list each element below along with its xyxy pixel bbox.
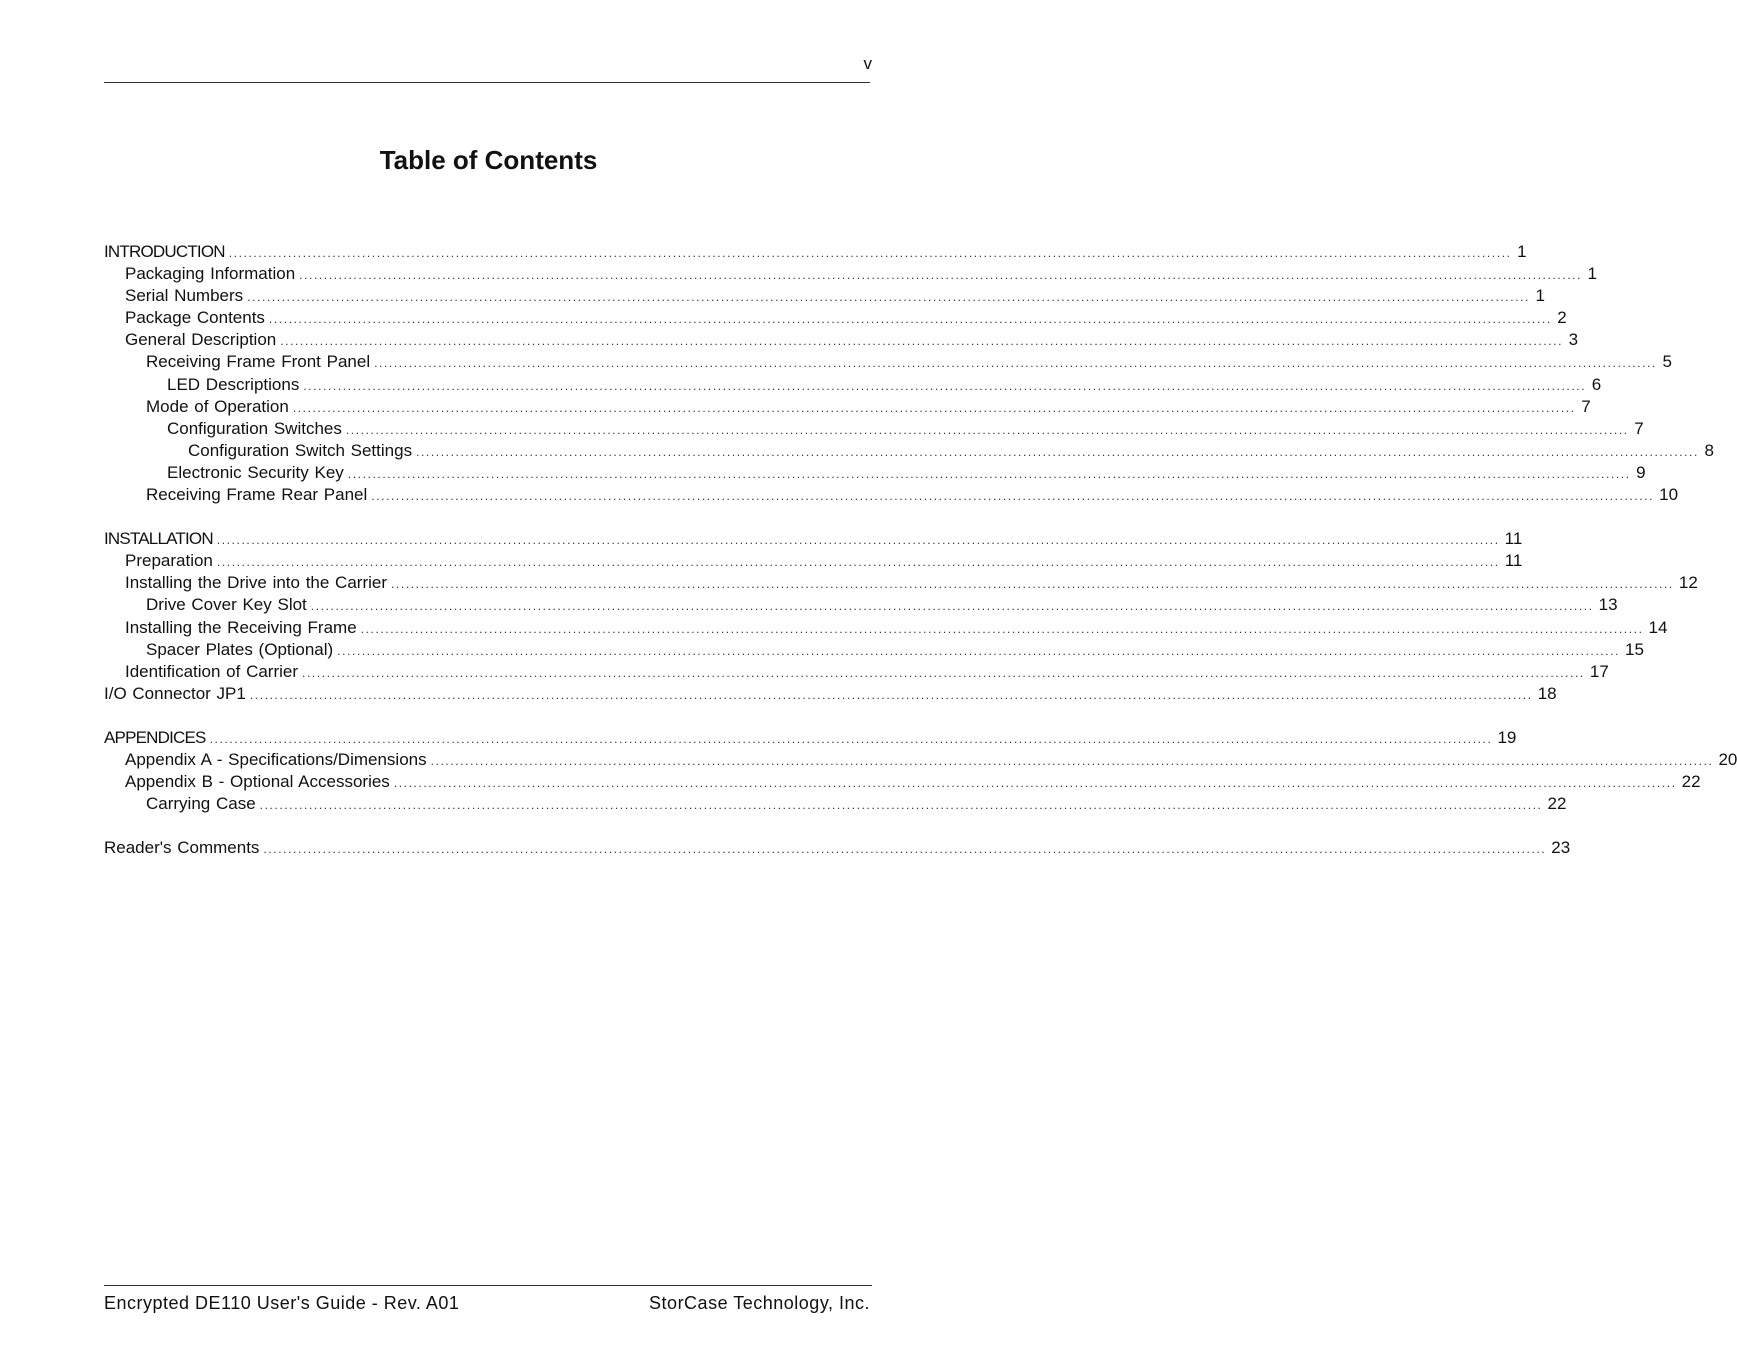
toc-entry[interactable] [104, 440, 1714, 462]
toc-entry-page: 15 [1625, 639, 1644, 659]
toc-entry-label: Preparation [125, 551, 213, 571]
toc-entry-page: 6 [1591, 374, 1602, 394]
toc-entry-label: Installing the Drive into the Carrier [125, 573, 388, 593]
toc-entry-label: INTRODUCTION [104, 242, 225, 261]
toc-dot-leader: .................................................................................................................................................................................................................................................................... [259, 798, 1543, 813]
toc-dot-leader: .................................................................................................................................................................................................................................................................... [393, 776, 1677, 791]
toc-entry-label: Spacer Plates (Optional) [146, 639, 334, 659]
toc-section-installation [104, 528, 1698, 705]
toc-entry-page: 10 [1659, 485, 1679, 505]
toc-entry-label: Installing the Receiving Frame [125, 617, 357, 637]
toc-dot-leader: .................................................................................................................................................................................................................................................................... [303, 378, 1587, 393]
toc-entry[interactable] [104, 749, 1737, 771]
toc-entry[interactable] [104, 462, 1646, 484]
toc-entry-page: 14 [1648, 617, 1668, 637]
toc-entry[interactable] [104, 263, 1597, 285]
toc-section-readers-comments [104, 837, 1571, 859]
toc-entry[interactable] [104, 639, 1644, 661]
toc-entry-page: 12 [1678, 573, 1698, 593]
toc-entry-page: 9 [1636, 462, 1646, 482]
toc-dot-leader: .................................................................................................................................................................................................................................................................... [209, 731, 1493, 746]
toc-entry-label: Receiving Frame Front Panel [146, 352, 371, 372]
toc-entry-page: 1 [1535, 286, 1545, 306]
toc-entry-page: 1 [1587, 264, 1597, 284]
toc-entry[interactable] [104, 550, 1523, 572]
toc-entry-label: Packaging Information [125, 264, 296, 284]
toc-entry[interactable] [104, 727, 1517, 749]
toc-dot-leader: .................................................................................................................................................................................................................................................................... [360, 621, 1644, 636]
toc-entry[interactable] [104, 572, 1698, 594]
toc-entry[interactable] [104, 329, 1579, 351]
toc-dot-leader: .................................................................................................................................................................................................................................................................... [216, 555, 1500, 570]
toc-entry[interactable] [104, 418, 1644, 440]
toc-dot-leader: .................................................................................................................................................................................................................................................................... [263, 842, 1547, 857]
toc-entry-page: 7 [1634, 418, 1644, 438]
toc-dot-leader: .................................................................................................................................................................................................................................................................... [345, 422, 1629, 437]
toc-entry-label: General Description [125, 330, 277, 350]
toc-section-introduction [104, 241, 1714, 506]
toc-entry-label: Reader's Comments [104, 838, 260, 858]
toc-entry-label: Package Contents [125, 308, 265, 328]
toc-dot-leader: .................................................................................................................................................................................................................................................................... [430, 753, 1714, 768]
toc-entry-page: 7 [1581, 396, 1591, 416]
toc-dot-leader: .................................................................................................................................................................................................................................................................... [416, 444, 1699, 459]
toc-entry-page: 3 [1568, 330, 1579, 350]
toc-entry-label: APPENDICES [104, 727, 206, 747]
toc-entry-page: 19 [1497, 727, 1517, 747]
toc-entry-page: 23 [1551, 838, 1571, 858]
toc-entry[interactable] [104, 396, 1591, 418]
toc-dot-leader: .................................................................................................................................................................................................................................................................... [347, 466, 1631, 481]
toc-dot-leader: .................................................................................................................................................................................................................................................................... [371, 489, 1655, 504]
toc-dot-leader: .................................................................................................................................................................................................................................................................... [247, 290, 1530, 305]
toc-dot-leader: .................................................................................................................................................................................................................................................................... [268, 312, 1552, 327]
page-number: v [863, 54, 872, 73]
toc-entry-page: 20 [1718, 749, 1737, 769]
toc-dot-leader: .................................................................................................................................................................................................................................................................... [374, 356, 1657, 371]
toc-entry[interactable] [104, 374, 1602, 396]
toc-entry-label: Electronic Security Key [167, 462, 344, 482]
toc-entry-page: 8 [1704, 440, 1714, 460]
toc-dot-leader: .................................................................................................................................................................................................................................................................... [299, 268, 1582, 283]
toc-entry-label: INSTALLATION [104, 529, 213, 549]
toc-dot-leader: .................................................................................................................................................................................................................................................................... [228, 246, 1512, 260]
toc-entry-page: 22 [1681, 772, 1701, 792]
toc-entry-label: Configuration Switches [167, 418, 342, 438]
footer-company-name: StorCase Technology, Inc. [649, 1293, 870, 1313]
toc-dot-leader: .................................................................................................................................................................................................................................................................... [310, 599, 1594, 614]
toc-entry-label: I/O Connector JP1 [104, 683, 246, 703]
toc-entry-page: 5 [1662, 352, 1672, 372]
toc-dot-leader: .................................................................................................................................................................................................................................................................... [302, 665, 1585, 680]
toc-entry[interactable] [104, 241, 1527, 263]
toc-entry[interactable] [104, 837, 1571, 859]
toc-entry-label: Receiving Frame Rear Panel [146, 485, 368, 505]
toc-entry[interactable] [104, 594, 1618, 616]
toc-entry-label: Serial Numbers [125, 286, 244, 306]
toc-entry[interactable] [104, 683, 1557, 705]
toc-entry-page: 18 [1537, 683, 1557, 703]
toc-entry[interactable] [104, 484, 1679, 506]
toc-dot-leader: .................................................................................................................................................................................................................................................................... [292, 400, 1576, 415]
toc-entry-page: 11 [1504, 551, 1523, 571]
header-divider [104, 82, 870, 83]
toc-entry[interactable] [104, 307, 1567, 329]
toc-entry-page: 22 [1547, 794, 1567, 814]
toc-entry[interactable] [104, 661, 1609, 683]
footer-divider [104, 1285, 872, 1286]
toc-entry-label: Drive Cover Key Slot [146, 595, 307, 615]
table-of-contents [104, 241, 1737, 881]
toc-entry-page: 17 [1589, 661, 1609, 681]
toc-dot-leader: .................................................................................................................................................................................................................................................................... [391, 577, 1674, 592]
page-title: Table of Contents [379, 145, 598, 175]
toc-entry[interactable] [104, 285, 1545, 307]
toc-entry-page: 11 [1504, 529, 1523, 549]
toc-dot-leader: .................................................................................................................................................................................................................................................................... [249, 687, 1533, 702]
toc-entry-page: 1 [1517, 242, 1527, 261]
toc-entry[interactable] [104, 793, 1567, 815]
toc-entry[interactable] [104, 351, 1672, 373]
toc-entry-page: 13 [1598, 595, 1618, 615]
toc-entry-page: 2 [1557, 308, 1567, 328]
toc-entry-label: Appendix A - Specifications/Dimensions [125, 749, 427, 769]
toc-entry-label: Mode of Operation [146, 396, 289, 416]
toc-entry-label: Configuration Switch Settings [188, 440, 413, 460]
toc-dot-leader: .................................................................................................................................................................................................................................................................... [337, 643, 1621, 658]
toc-entry-label: Carrying Case [146, 794, 256, 814]
toc-entry[interactable] [104, 528, 1523, 550]
toc-entry[interactable] [104, 771, 1701, 793]
toc-entry[interactable] [104, 617, 1668, 639]
toc-dot-leader: .................................................................................................................................................................................................................................................................... [216, 533, 1500, 548]
footer-document-title: Encrypted DE110 User's Guide - Rev. A01 [104, 1293, 460, 1313]
toc-dot-leader: .................................................................................................................................................................................................................................................................... [280, 334, 1564, 349]
toc-entry-label: LED Descriptions [167, 374, 300, 394]
toc-entry-label: Identification of Carrier [125, 661, 299, 681]
toc-entry-label: Appendix B - Optional Accessories [125, 772, 390, 792]
toc-section-appendices [104, 727, 1737, 815]
